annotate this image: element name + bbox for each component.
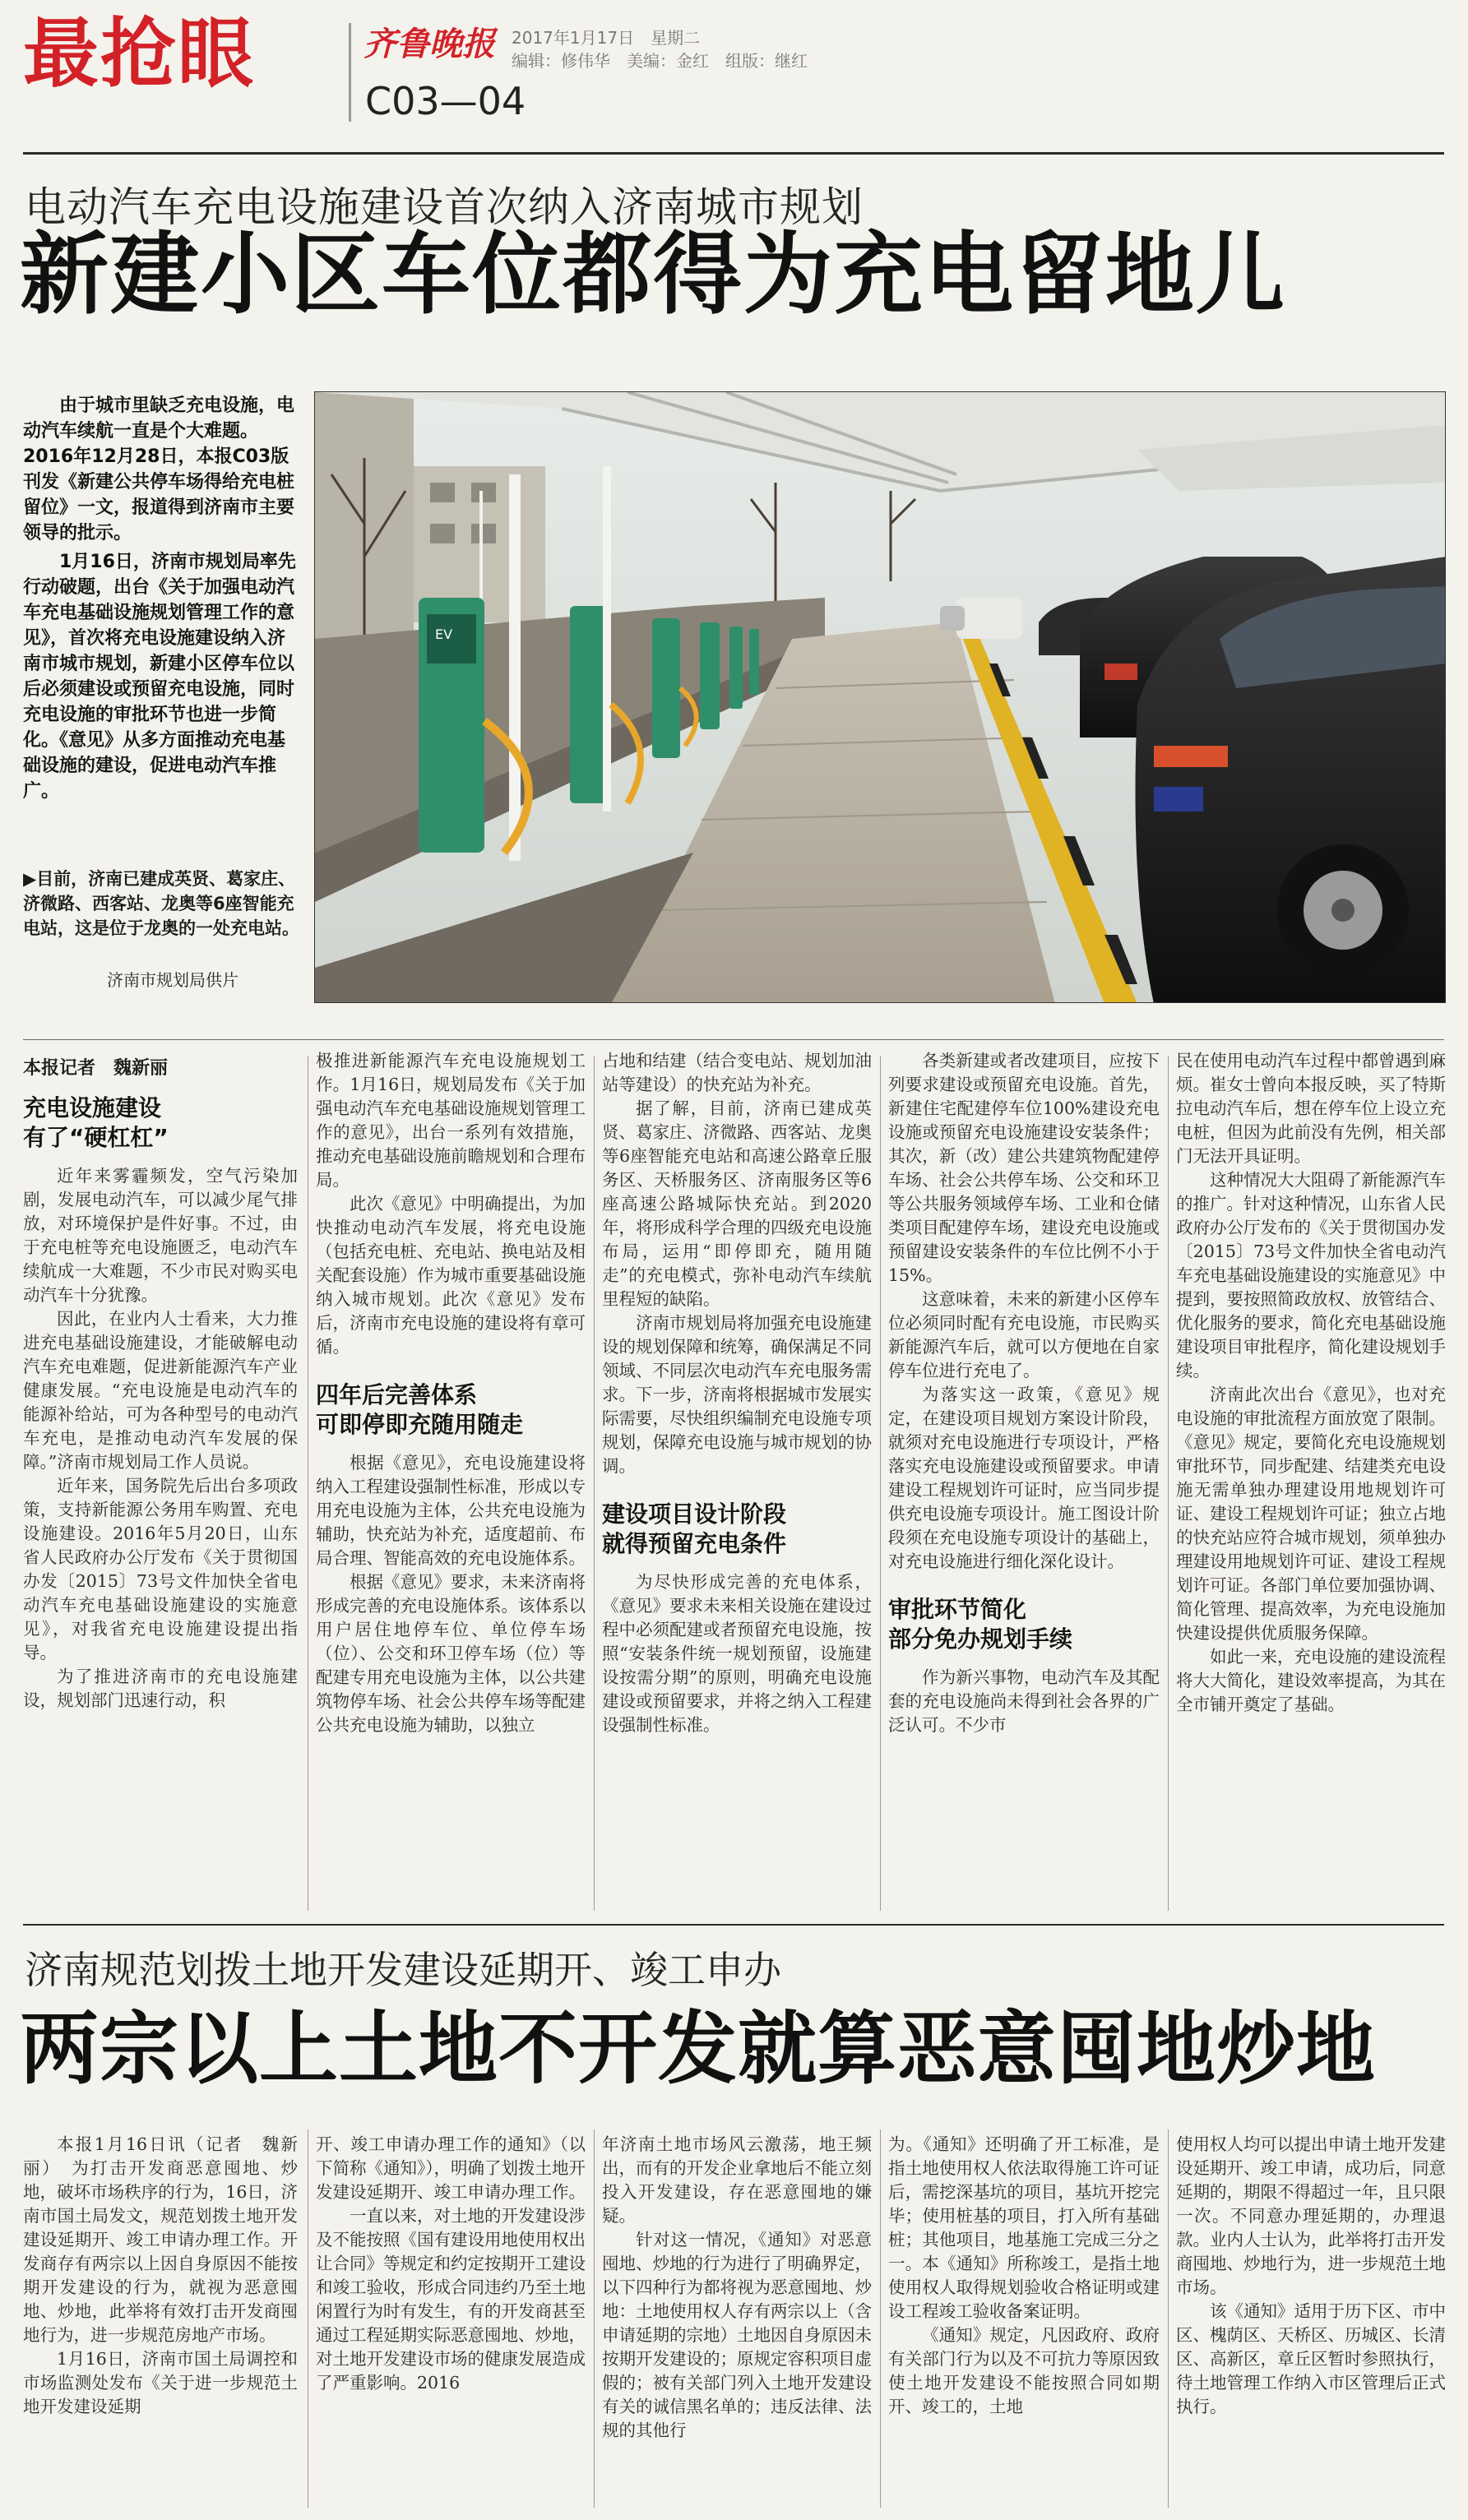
subheading: 四年后完善体系 可即停即充随用随走 <box>316 1381 524 1438</box>
lead-paragraph: 1月16日，济南市规划局率先行动破题，出台《关于加强电动汽车充电基础设施规划管理工作的意见》，首次将充电设施建设纳入济南市城市规划，新建小区停车位以后必须建设或预留充电设施，同时充电设施的审批环节也进一步简化。《意见》从多方面推动充电基础设施的建设，促进电动汽车推广。 <box>23 552 296 802</box>
paragraph: 为了推进济南市的充电设施建设，规划部门迅速行动，积 <box>23 1667 298 1710</box>
paragraph: 针对这一情况，《通知》对恶意囤地、炒地的行为进行了明确界定，以下四种行为都将视为恶意囤地、炒地：土地使用权人存有两宗以上（含申请延期的宗地）土地因自身原因未按期开发建设的；原规定容积项目虚假的；被有关部门列入土地开发建设有关的诚信黑名单的；违反法律、法规的其他行 <box>602 2230 872 2440</box>
column-divider <box>1168 2129 1169 2508</box>
lead-paragraph: 由于城市里缺乏充电设施，电动汽车续航一直是个大难题。2016年12月28日，本报C03版刊发《新建公共停车场得给充电桩留位》一文，报道得到济南市主要领导的批示。 <box>23 395 295 543</box>
article1-column-4 <box>888 1049 1160 1737</box>
paragraph: 据了解，目前，济南已建成英贤、葛家庄、济微路、西客站、龙奥等6座智能充电站和高速公路章丘服务区、天桥服务区、济南服务区等6座高速公路城际快充站。到2020年，将形成科学合理的四级充电设施布局，运用“即停即充，随用随走”的充电模式，弥补电动汽车续航里程短的缺陷。 <box>602 1098 872 1309</box>
paragraph: 作为新兴事物，电动汽车及其配套的充电设施尚未得到社会各界的广泛认可。不少市 <box>888 1667 1160 1735</box>
column-divider <box>594 2129 595 2508</box>
article1-column-1 <box>23 1094 298 1713</box>
article1-column-5 <box>1176 1049 1446 1717</box>
article2-title: 两宗以上土地不开发就算恶意囤地炒地 <box>20 2003 1376 2095</box>
header-rule <box>23 152 1444 155</box>
paragraph: 《通知》规定，凡因政府、政府有关部门行为以及不可抗力等原因致使土地开发建设不能按照合同如期开、竣工的，土地 <box>888 2325 1160 2416</box>
paragraph: 近年来雾霾频发，空气污染加剧，发展电动汽车，可以减少尾气排放，对环境保护是件好事。不过，由于充电桩等充电设施匮乏，电动汽车续航成一大难题，不少市民对购买电动汽车十分犹豫。 <box>23 1166 298 1305</box>
paragraph: 为落实这一政策，《意见》规定，在建设项目规划方案设计阶段，就须对充电设施进行专项设计，严格落实充电设施建设或预留要求。申请建设工程规划许可证时，应当同步提供充电设施专项设计。施工图设计阶段须在充电设施专项设计的基础上，对充电设施进行细化深化设计。 <box>888 1385 1160 1571</box>
subheading: 审批环节简化 部分免办规划手续 <box>888 1596 1073 1653</box>
photo-credit: 济南市规划局供片 <box>107 970 238 990</box>
issue-date: 2017年1月17日 星期二 <box>512 28 701 48</box>
subheading: 建设项目设计阶段 就得预留充电条件 <box>602 1500 787 1557</box>
paragraph: 本报1月16日讯（记者 魏新丽） 为打击开发商恶意囤地、炒地，破坏市场秩序的行为，16日，济南市国土局发文，规范划拨土地开发建设延期开、竣工申请办理工作。开发商存有两宗以上因自身原因不能按期开发建设的行为，就视为恶意囤地、炒地，此举将有效打击开发商囤地行为，进一步规范房地产市场。 <box>23 2134 298 2345</box>
staff-credits: 编辑：修伟华 美编：金红 组版：继红 <box>512 51 808 71</box>
paragraph: 占地和结建（结合变电站、规划加油站等建设）的快充站为补充。 <box>602 1051 872 1094</box>
section-rule <box>23 1924 1444 1926</box>
article1-title: 新建小区车位都得为充电留地儿 <box>20 224 1287 326</box>
paragraph: 如此一来，充电设施的建设流程将大大简化，建设效率提高，为其在全市铺开奠定了基础。 <box>1176 1647 1446 1714</box>
article2-column-5 <box>1176 2133 1446 2419</box>
paragraph: 为。《通知》还明确了开工标准，是指土地使用权人依法取得施工许可证后，需挖深基坑的项目，基坑开挖完毕；使用桩基的项目，打入所有基础桩；其他项目，地基施工完成三分之一。本《通知》所称竣工，是指土地使用权人取得规划验收合格证明或建设工程竣工验收备案证明。 <box>888 2134 1160 2321</box>
svg-text:EV: EV <box>435 627 453 642</box>
charging-station-illustration <box>315 392 1446 1003</box>
article1-byline: 本报记者 魏新丽 <box>23 1058 169 1079</box>
article2-column-3 <box>602 2133 872 2443</box>
article2-column-4 <box>888 2133 1160 2419</box>
section-title: 最抢眼 <box>23 10 256 98</box>
paragraph: 极推进新能源汽车充电设施规划工作。1月16日，规划局发布《关于加强电动汽车充电基础设施规划管理工作的意见》，出台一系列有效措施，推动充电基础设施前瞻规划和合理布局。 <box>316 1051 586 1190</box>
paragraph: 使用权人均可以提出申请土地开发建设延期开、竣工申请，成功后，同意延期的，期限不得超过一年，且只限一次。不同意办理延期的，办理退款。业内人士认为，此举将打击开发商囤地、炒地行为，进一步规范土地市场。 <box>1176 2134 1446 2297</box>
paragraph: 该《通知》适用于历下区、市中区、槐荫区、天桥区、历城区、长清区、高新区，章丘区暂时参照执行，待土地管理工作纳入市区管理后正式执行。 <box>1176 2301 1446 2416</box>
paragraph: 根据《意见》要求，未来济南将形成完善的充电设施体系。该体系以用户居住地停车位、单位停车场（位）、公交和环卫停车场（位）等配建专用充电设施为主体，以公共建筑物停车场、社会公共停车场等配建公共充电设施为辅助，以独立 <box>316 1572 586 1735</box>
paragraph: 一直以来，对土地的开发建设涉及不能按照《国有建设用地使用权出让合同》等规定和约定按期开工建设和竣工验收，形成合同违约乃至土地闲置行为时有发生，有的开发商甚至通过工程延期实际恶意囤地、炒地，对土地开发建设市场的健康发展造成了严重影响。2016 <box>316 2206 586 2393</box>
subheading: 充电设施建设 有了“硬杠杠” <box>23 1094 169 1151</box>
page-number: C03—04 <box>365 79 526 123</box>
paragraph: 根据《意见》，充电设施建设将纳入工程建设强制性标准，形成以专用充电设施为主体，公共充电设施为辅助，快充站为补充，适度超前、布局合理、智能高效的充电设施体系。 <box>316 1453 586 1568</box>
paragraph: 济南市规划局将加强充电设施建设的规划保障和统筹，确保满足不同领域、不同层次电动汽车充电服务需求。下一步，济南将根据城市发展实际需要，尽快组织编制充电设施专项规划，保障充电设施与城市规划的协调。 <box>602 1313 872 1476</box>
paragraph: 各类新建或者改建项目，应按下列要求建设或预留充电设施。首先，新建住宅配建停车位100%建设充电设施或预留充电设施建设安装条件；其次，新（改）建公共建筑物配建停车场、社会公共停车场、公交和环卫等公共服务领域停车场、工业和仓储类项目配建停车场，建设充电设施或预留建设安装条件的车位比例不小于15%。 <box>888 1051 1160 1285</box>
column-divider <box>594 1056 595 1911</box>
column-divider <box>1168 1056 1169 1911</box>
article1-subtitle: 电动汽车充电设施建设首次纳入济南城市规划 <box>25 183 864 231</box>
article1-lead <box>23 393 303 807</box>
paragraph: 民在使用电动汽车过程中都曾遇到麻烦。崔女士曾向本报反映，买了特斯拉电动汽车后，想在停车位上设立充电桩，但因为此前没有先例，相关部门无法开具证明。 <box>1176 1051 1446 1166</box>
article1-column-3 <box>602 1049 872 1737</box>
column-divider <box>880 2129 881 2508</box>
charging-station-photo <box>314 391 1446 1003</box>
paragraph: 为尽快形成完善的充电体系，《意见》要求未来相关设施在建设过程中必须配建或者预留充电设施，按照“安装条件统一规划预留，设施建设按需分期”的原则，明确充电设施建设或预留要求，并将之纳入工程建设强制性标准。 <box>602 1572 872 1735</box>
article2-column-1 <box>23 2133 298 2419</box>
paper-name: 齐鲁晚报 <box>364 25 495 63</box>
article2-column-2 <box>316 2133 586 2395</box>
section-rule <box>23 1039 1444 1040</box>
masthead-divider <box>349 23 351 122</box>
paragraph: 济南此次出台《意见》，也对充电设施的审批流程方面放宽了限制。《意见》规定，要简化充电设施规划审批环节，同步配建、结建类充电设施无需单独办理建设用地规划许可证、建设工程规划许可证；独立占地的快充站应符合城市规划，须单独办理建设用地规划许可证、建设工程规划许可证。各部门单位要加强协调、简化管理、提高效率，为充电设施加快建设提供优质服务保障。 <box>1176 1385 1446 1643</box>
paragraph: 1月16日，济南市国土局调控和市场监测处发布《关于进一步规范土地开发建设延期 <box>23 2349 298 2416</box>
paragraph: 这意味着，未来的新建小区停车位必须同时配有充电设施，市民购买新能源汽车后，就可以方便地在自家停车位进行充电了。 <box>888 1289 1160 1380</box>
photo-caption: ▶目前，济南已建成英贤、葛家庄、济微路、西客站、龙奥等6座智能充电站，这是位于龙奥的一处充电站。 <box>23 869 299 938</box>
paragraph: 因此，在业内人士看来，大力推进充电基础设施建设，才能破解电动汽车充电难题，促进新能源汽车产业健康发展。“充电设施是电动汽车的能源补给站，可为各种型号的电动汽车充电，是推动电动汽车发展的保障。”济南市规划局工作人员说。 <box>23 1309 298 1472</box>
article1-column-2 <box>316 1049 586 1737</box>
article2-subtitle: 济南规范划拨土地开发建设延期开、竣工申办 <box>25 1948 781 1992</box>
paragraph: 此次《意见》中明确提出，为加快推动电动汽车发展，将充电设施（包括充电桩、充电站、换电站及相关配套设施）作为城市重要基础设施纳入城市规划。此次《意见》发布后，济南市充电设施的建设将有章可循。 <box>316 1194 586 1357</box>
column-divider <box>880 1056 881 1911</box>
paragraph: 近年来，国务院先后出台多项政策，支持新能源公务用车购置、充电设施建设。2016年5月20日，山东省人民政府办公厅发布《关于贯彻国办发〔2015〕73号文件加快全省电动汽车充电基础设施建设的实施意见》，对我省充电设施建设提出指导。 <box>23 1476 298 1662</box>
paragraph: 年济南土地市场风云激荡，地王频出，而有的开发企业拿地后不能立刻投入开发建设，存在恶意囤地的嫌疑。 <box>602 2134 872 2226</box>
paragraph: 开、竣工申请办理工作的通知》（以下简称《通知》），明确了划拨土地开发建设延期开、竣工申请办理工作。 <box>316 2134 586 2202</box>
paragraph: 这种情况大大阻碍了新能源汽车的推广。针对这种情况，山东省人民政府办公厅发布的《关于贯彻国办发〔2015〕73号文件加快全省电动汽车充电基础设施建设的实施意见》中提到，要按照简政放权、放管结合、优化服务的要求，简化充电基础设施建设项目审批程序，简化建设规划手续。 <box>1176 1170 1446 1380</box>
